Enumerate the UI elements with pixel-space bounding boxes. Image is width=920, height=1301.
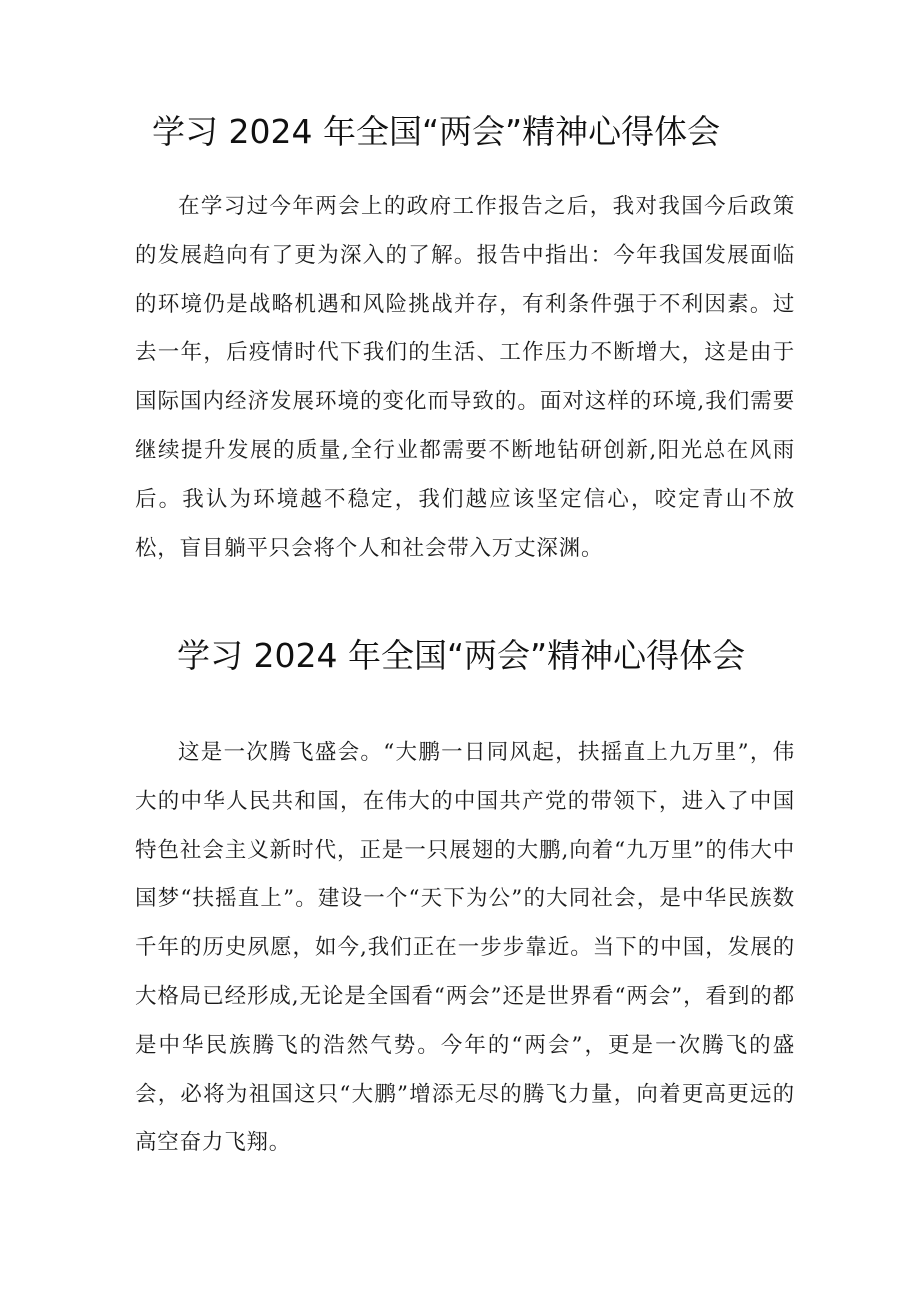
section-title: 学习 2024 年全国“两会”精神心得体会 [152,112,721,151]
section-title: 学习 2024 年全国“两会”精神心得体会 [177,636,746,675]
section-paragraph: 在学习过今年两会上的政府工作报告之后，我对我国今后政策的发展趋向有了更为深入的了解。报告中指出：今年我国发展面临的环境仍是战略机遇和风险挑战并存，有利条件强于不利因素。过去一年，后疫情时代下我们的生活、工作压力不断增大，这是由于国际国内经济发展环境的变化而导致的。面对这样的环境,我们需要继续提升发展的质量,全行业都需要不断地钻研创新,阳光总在风雨后。我认为环境越不稳定，我们越应该坚定信心，咬定青山不放松，盲目躺平只会将个人和社会带入万丈深渊。 [135,194,795,561]
section-paragraph: 这是一次腾飞盛会。“大鹏一日同风起，扶摇直上九万里”，伟大的中华人民共和国，在伟大的中国共产党的带领下，进入了中国特色社会主义新时代，正是一只展翅的大鹏,向着“九万里”的伟大中国梦“扶摇直上”。建设一个“天下为公”的大同社会，是中华民族数千年的历史夙愿，如今,我们正在一步步靠近。当下的中国，发展的大格局已经形成,无论是全国看“两会”还是世界看“两会”，看到的都是中华民族腾飞的浩然气势。今年的“两会”，更是一次腾飞的盛会，必将为祖国这只“大鹏”增添无尽的腾飞力量，向着更高更远的高空奋力飞翔。 [135,740,795,1156]
